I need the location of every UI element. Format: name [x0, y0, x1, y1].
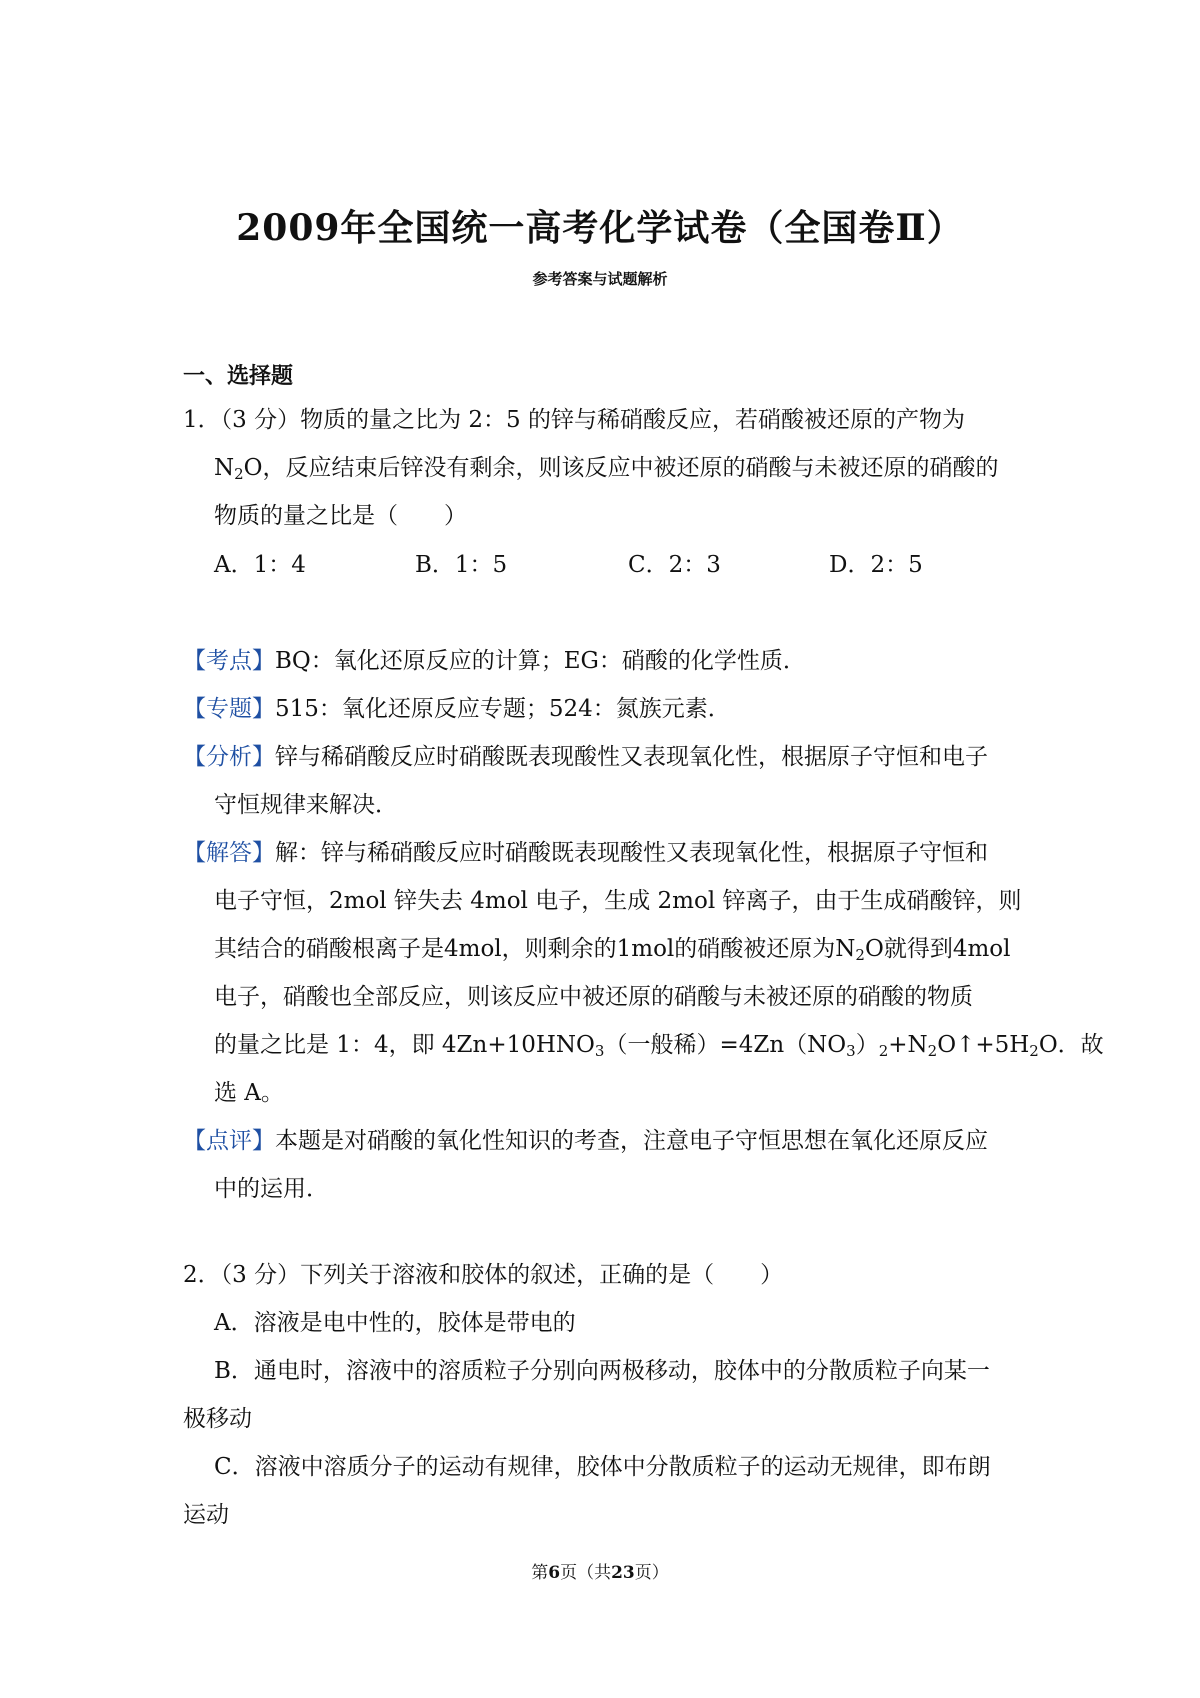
jieda-tag: 【解答】	[183, 840, 275, 866]
q1-jieda-line-5: 的量之比是 1：4，即 $4Zn+10HNO_3$（一般稀）$=4Zn(NO_3)_2+N_2O↑+5H_2O$．故	[214, 1032, 1104, 1060]
q1-stem-line-3: 物质的量之比是（ ）	[214, 503, 467, 529]
q1-jieda-line-2: 电子守恒，2mol 锌失去 4mol 电子，生成 2mol 锌离子，由于生成硝酸锌，则	[214, 888, 1022, 914]
q2-option-c-line-2: 运动	[183, 1502, 229, 1528]
page-subtitle: 参考答案与试题解析	[532, 270, 668, 288]
q2-option-b-line-2: 极移动	[183, 1406, 252, 1432]
page-number: 6	[548, 1563, 561, 1583]
section-heading: 一、选择题	[183, 364, 294, 389]
q2-option-a: A．溶液是电中性的，胶体是带电的	[214, 1310, 576, 1336]
q1-kaodian: 【考点】BQ：氧化还原反应的计算；EG：硝酸的化学性质．	[183, 648, 806, 674]
page-title: 2009年全国统一高考化学试卷（全国卷Ⅱ）	[236, 207, 964, 249]
dianping-tag: 【点评】	[183, 1128, 275, 1154]
q1-option-c: C．2：3	[628, 552, 721, 578]
page-footer: 第6页（共23页）	[531, 1563, 669, 1583]
q1-fenxi-line-2: 守恒规律来解决．	[214, 792, 398, 818]
q1-option-b: B．1：5	[415, 552, 508, 578]
q1-option-a: A．1：4	[214, 552, 306, 578]
q1-stem-line-1: 1．（3 分）物质的量之比为 2：5 的锌与稀硝酸反应，若硝酸被还原的产物为	[183, 407, 965, 433]
q1-jieda-line-3: 其结合的硝酸根离子是4mol，则剩余的1mol的硝酸被还原为$N_2O$就得到4mol	[214, 936, 1011, 964]
q2-option-b-line-1: B．通电时，溶液中的溶质粒子分别向两极移动，胶体中的分散质粒子向某一	[214, 1358, 990, 1384]
zhuanti-tag: 【专题】	[183, 696, 275, 722]
q1-stem-line-2: $N_2O$，反应结束后锌没有剩余，则该反应中被还原的硝酸与未被还原的硝酸的	[214, 455, 999, 483]
q1-zhuanti: 【专题】515：氧化还原反应专题；524：氮族元素．	[183, 696, 731, 722]
q1-dianping-line-2: 中的运用．	[214, 1176, 329, 1202]
q1-fenxi-line-1: 【分析】锌与稀硝酸反应时硝酸既表现酸性又表现氧化性，根据原子守恒和电子	[183, 744, 988, 770]
q1-jieda-line-1: 【解答】解：锌与稀硝酸反应时硝酸既表现酸性又表现氧化性，根据原子守恒和	[183, 840, 988, 866]
q1-dianping-line-1: 【点评】本题是对硝酸的氧化性知识的考查，注意电子守恒思想在氧化还原反应	[183, 1128, 988, 1154]
q1-jieda-line-6: 选 A。	[214, 1080, 284, 1106]
q1-jieda-line-4: 电子，硝酸也全部反应，则该反应中被还原的硝酸与未被还原的硝酸的物质	[214, 984, 973, 1010]
q2-option-c-line-1: C．溶液中溶质分子的运动有规律，胶体中分散质粒子的运动无规律，即布朗	[214, 1454, 991, 1480]
page-total: 23	[611, 1563, 635, 1583]
fenxi-tag: 【分析】	[183, 744, 275, 770]
q1-option-d: D．2：5	[829, 552, 923, 578]
q2-stem: 2．（3 分）下列关于溶液和胶体的叙述，正确的是（ ）	[183, 1262, 784, 1288]
kaodian-tag: 【考点】	[183, 648, 275, 674]
